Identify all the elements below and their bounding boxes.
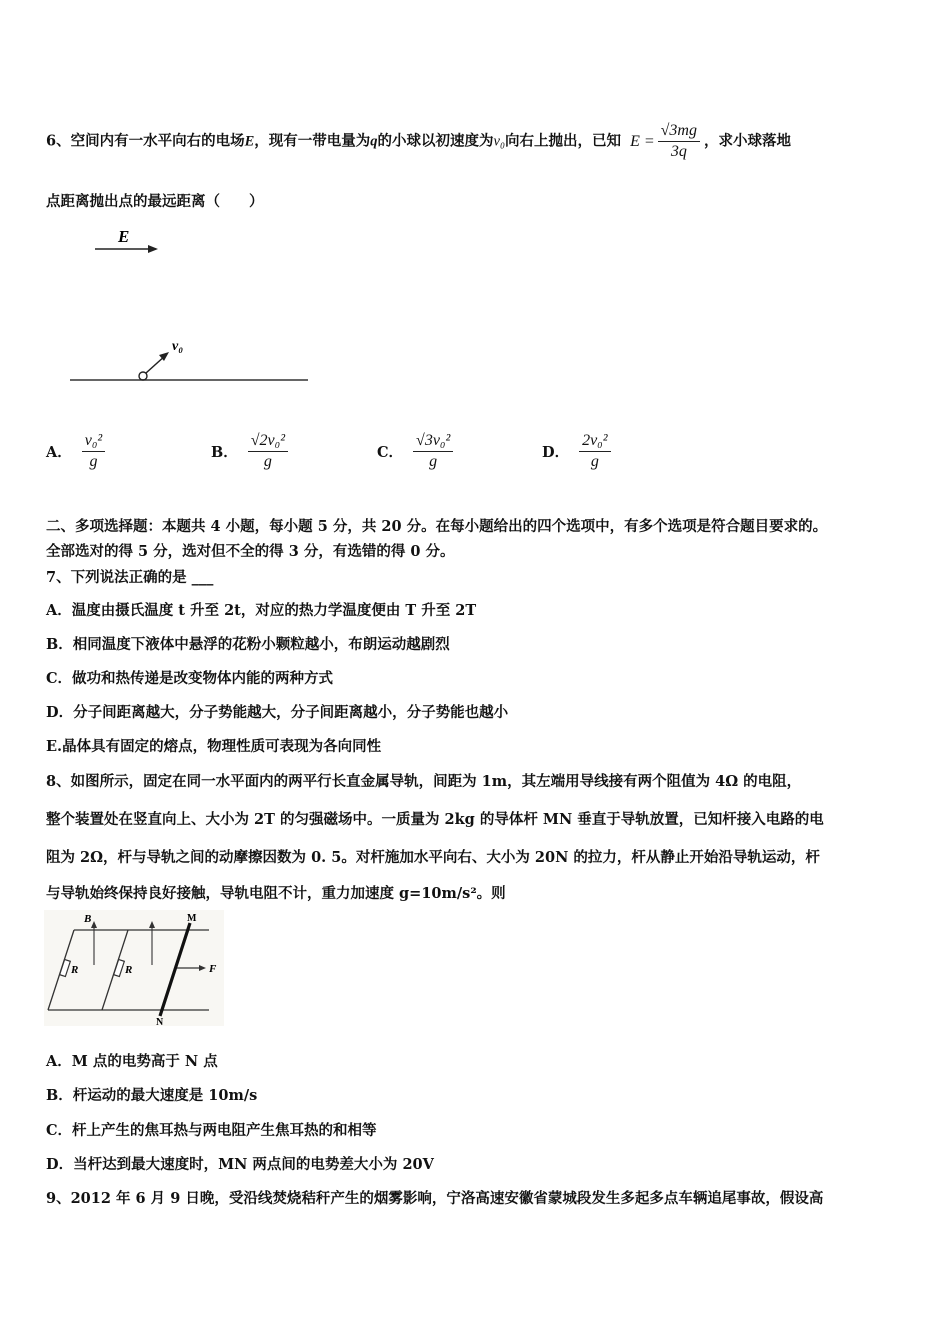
q6-option-d[interactable]: D． $\frac{\text{2v₀²}}{g}$ (542, 432, 611, 471)
given-formula: E = $\frac{√3mg}{3q}$ (630, 122, 700, 161)
q6-stem-line1: 6、空间内有一水平向右的电场E，现有一带电量为q的小球以初速度为v₀向右上抛出，已知 E = $\frac{√3mg}{3q}$ ，求小球落地 (46, 122, 791, 160)
q8-option-a[interactable]: A．M 点的电势高于 N 点 (46, 1053, 218, 1070)
section2-line2: 全部选对的得 5 分，选对但不全的得 3 分，有选错的得 0 分。 (46, 543, 455, 560)
q7-option-b[interactable]: B．相同温度下液体中悬浮的花粉小颗粒越小，布朗运动越剧烈 (46, 636, 450, 653)
label-n: N (156, 1017, 164, 1026)
section2-line1: 二、多项选择题：本题共 4 小题，每小题 5 分，共 20 分。在每小题给出的四个选项中，有多个选项是符合题目要求的。 (46, 518, 828, 535)
q8-option-c[interactable]: C．杆上产生的焦耳热与两电阻产生焦耳热的和相等 (46, 1122, 377, 1139)
q8-option-d[interactable]: D．当杆达到最大速度时，MN 两点间的电势差大小为 20V (46, 1156, 434, 1173)
q8-stem-line2: 整个装置处在竖直向上、大小为 2T 的匀强磁场中。一质量为 2kg 的导体杆 MN 垂直于导轨放置，已知杆接入电路的电 (46, 811, 824, 828)
q6-option-b[interactable]: B． $\frac{\text{√2v₀²}}{g}$ (211, 432, 288, 471)
resistor-1-label: R (71, 964, 79, 976)
q6-stem-line2: 点距离抛出点的最远距离（ ） (46, 193, 264, 210)
q7-option-d[interactable]: D．分子间距离越大，分子势能越大，分子间距离越小，分子势能也越小 (46, 704, 509, 721)
q7-option-a[interactable]: A．温度由摄氏温度 t 升至 2t，对应的热力学温度便由 T 升至 2T (46, 602, 477, 619)
q7-option-e[interactable]: E.晶体具有固定的熔点，物理性质可表现为各向同性 (46, 738, 382, 755)
field-arrowhead (148, 245, 158, 253)
force-label: F (209, 963, 217, 975)
q8-stem-line4: 与导轨始终保持良好接触，导轨电阻不计，重力加速度 g=10m/s²。则 (46, 885, 506, 902)
field-label-E: E (118, 227, 130, 246)
resistor-2-label: R (125, 964, 133, 976)
ball (139, 372, 147, 380)
q8-option-b[interactable]: B．杆运动的最大速度是 10m/s (46, 1087, 258, 1104)
q8-figure (44, 910, 224, 1026)
q7-stem: 7、下列说法正确的是 ___ (46, 569, 214, 586)
q7-option-c[interactable]: C．做功和热传递是改变物体内能的两种方式 (46, 670, 334, 687)
b-field-label: B (84, 913, 92, 925)
q8-stem-line1: 8、如图所示，固定在同一水平面内的两平行长直金属导轨，间距为 1m，其左端用导线接有两个阻值为 4Ω 的电阻， (46, 773, 802, 790)
label-m: M (187, 913, 197, 924)
q8-stem-line3: 阻为 2Ω，杆与导轨之间的动摩擦因数为 0. 5。对杆施加水平向右、大小为 20N 的拉力，杆从静止开始沿导轨运动，杆 (46, 849, 820, 866)
q6-option-c[interactable]: C． $\frac{\text{√3v₀²}}{g}$ (377, 432, 453, 471)
q9-stem: 9、2012 年 6 月 9 日晚，受沿线焚烧秸秆产生的烟雾影响，宁洛高速安徽省蒙城段发生多起多点车辆追尾事故，假设高 (46, 1190, 824, 1207)
velocity-label: v₀ (172, 339, 184, 354)
q6-option-a[interactable]: A． $\frac{\text{v₀²}}{g}$ (46, 432, 105, 471)
q6-figure (60, 222, 320, 392)
